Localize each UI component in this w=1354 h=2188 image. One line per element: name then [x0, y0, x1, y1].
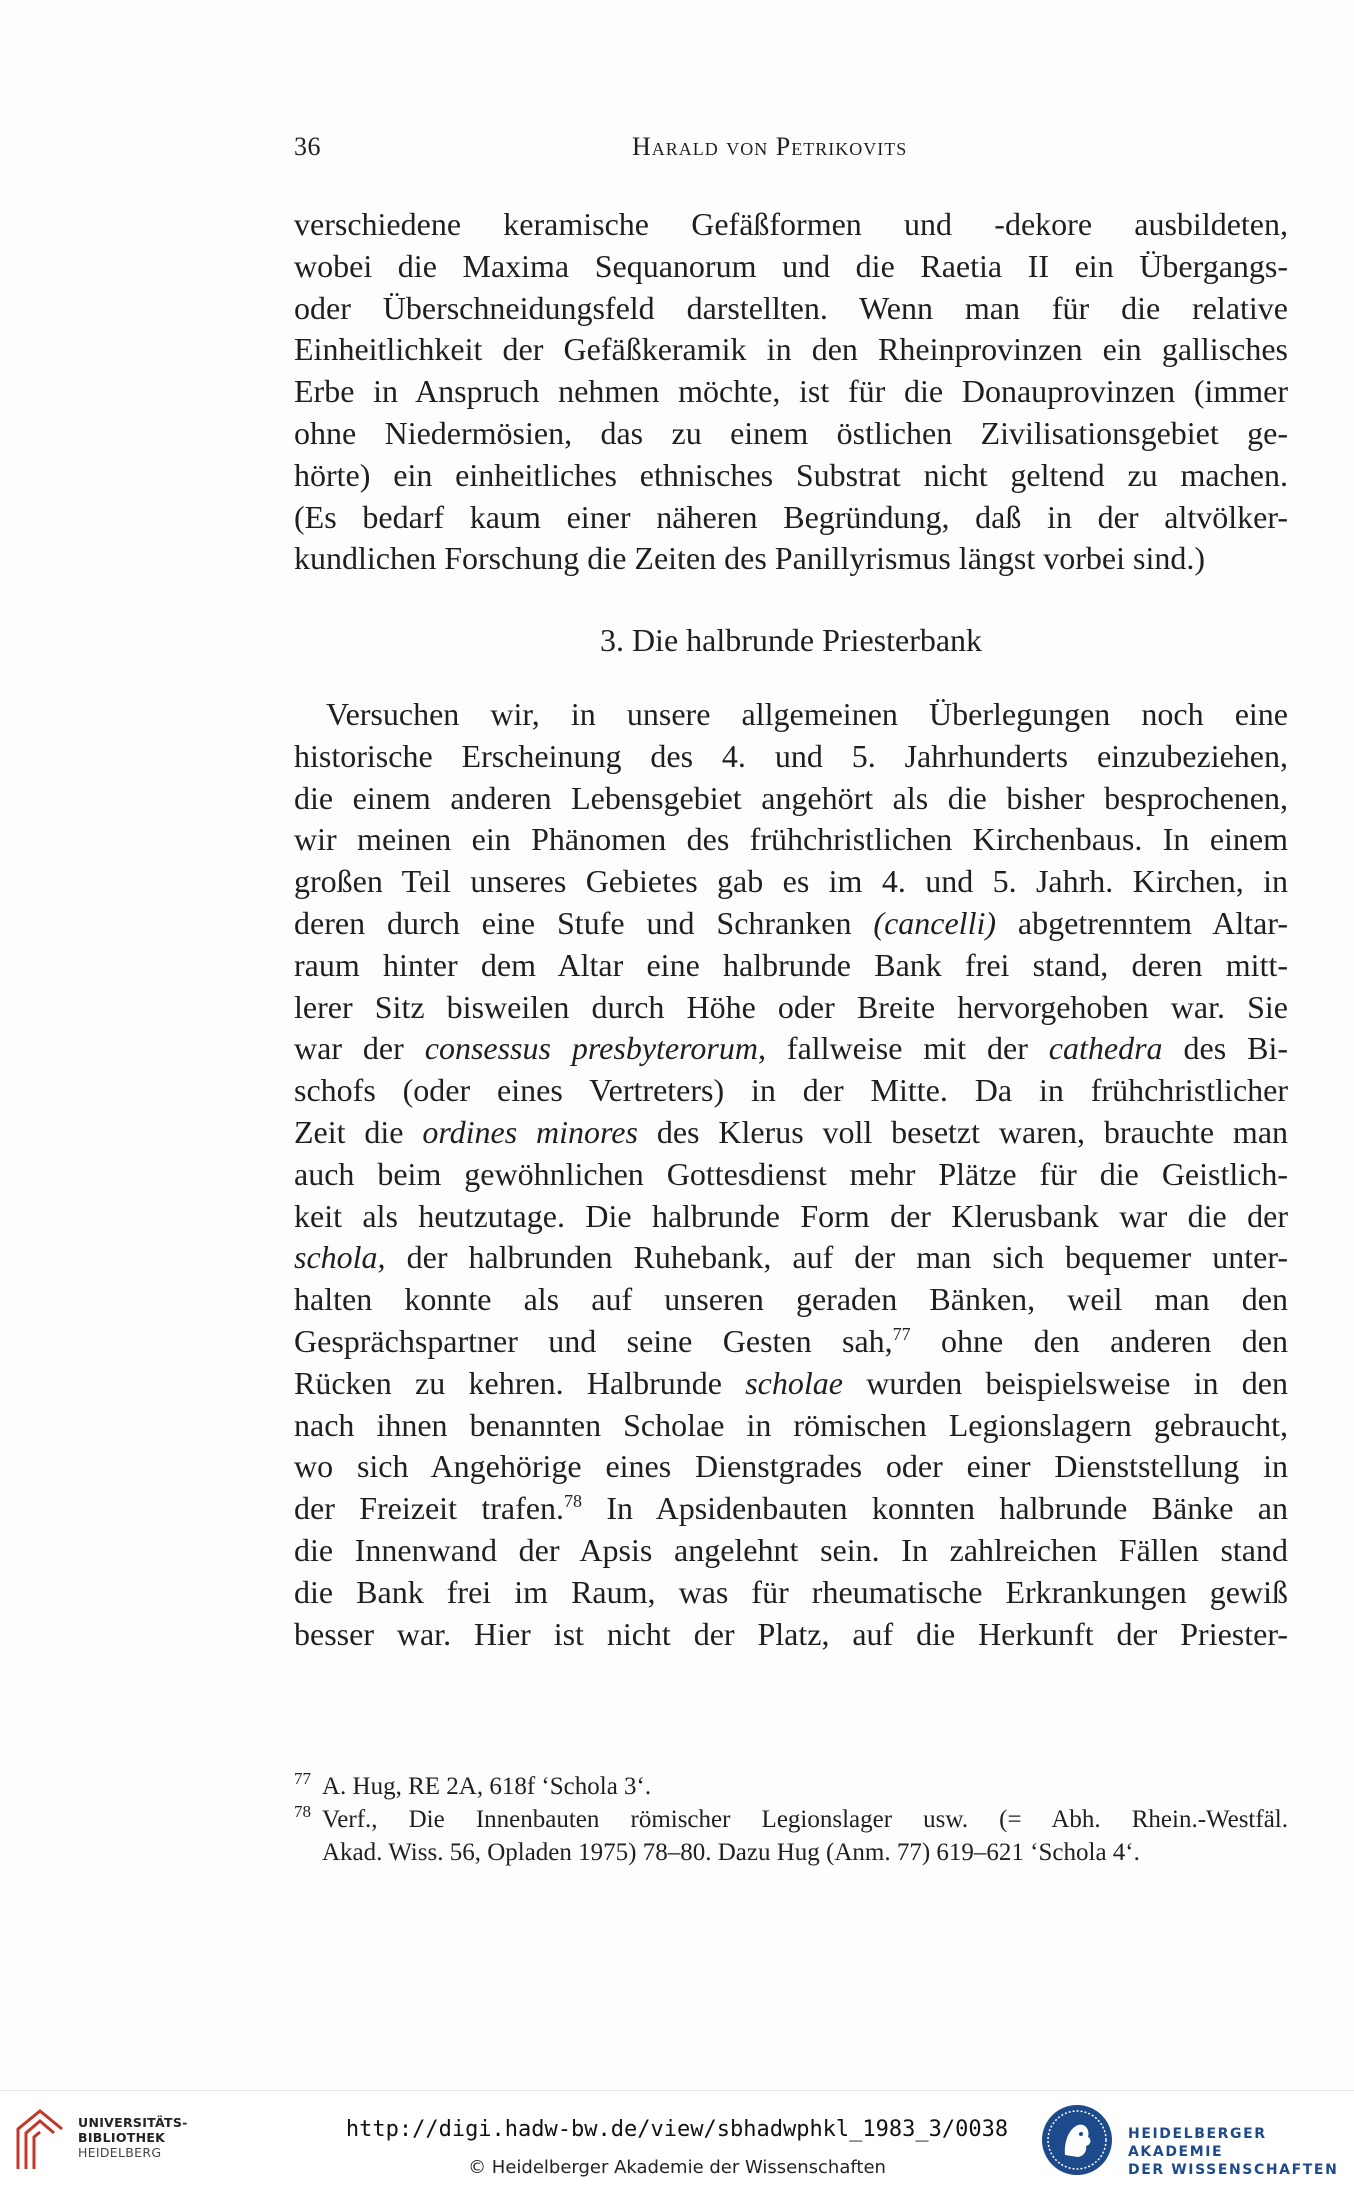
italic-term: cathedra	[1048, 1030, 1163, 1067]
ub-line: UNIVERSITÄTS-	[78, 2115, 188, 2130]
footnote-ref[interactable]: 78	[563, 1491, 582, 1512]
section-heading: 3. Die halbrunde Priesterbank	[599, 622, 983, 659]
text-run: war der	[294, 1030, 425, 1067]
text-run: fallweise mit der	[765, 1030, 1049, 1067]
academy-name	[1128, 2125, 1354, 2179]
text-run: In Apsidenbauten konnten halbrunde Bänke an	[581, 1490, 1289, 1527]
text-line: großen Teil unseres Gebietes gab es im 4. und 5. Jahrh. Kirchen, in	[294, 863, 1288, 900]
running-head-author: Harald von Petrikovits	[632, 132, 908, 161]
text-run: der Freizeit trafen.	[294, 1490, 564, 1527]
text-line: oder Überschneidungsfeld darstellten. Wenn man für die relative	[294, 289, 1288, 326]
italic-term: ordines minores	[422, 1113, 638, 1150]
text-line: keit als heutzutage. Die halbrunde Form der Klerusbank war die der	[294, 1197, 1288, 1234]
viewer-footer	[0, 2090, 1354, 2188]
paragraph-2	[294, 694, 1288, 1655]
page-number: 36	[294, 132, 321, 161]
text-line	[294, 1321, 1288, 1363]
academy-seal-logo-icon[interactable]	[1040, 2103, 1114, 2177]
text-run: des Bi-	[1162, 1030, 1288, 1067]
text-run: wurden beispielsweise in den	[842, 1364, 1289, 1401]
text-line	[294, 1237, 1288, 1279]
footnote-line: Akad. Wiss. 56, Opladen 1975) 78–80. Dazu Hug (Anm. 77) 619–621 ‘Schola 4‘.	[322, 1839, 1140, 1866]
text-line: die einem anderen Lebensgebiet angehört als die bisher besprochenen,	[294, 779, 1288, 816]
text-line	[294, 903, 1288, 945]
footnote	[294, 1770, 1288, 1803]
ub-line: HEIDELBERG	[78, 2145, 162, 2160]
text-line: halten konnte als auf unseren geraden Bänken, weil man den	[294, 1281, 1288, 1318]
text-line: wo sich Angehörige eines Dienstgrades oder einer Dienststellung in	[294, 1448, 1288, 1485]
footnote-number: 78	[294, 1802, 311, 1821]
permalink-url[interactable]: http://digi.hadw-bw.de/view/sbhadwphkl_1983_3/0038	[345, 2117, 1009, 2142]
text-line	[294, 1028, 1288, 1070]
text-line: verschiedene keramische Gefäßformen und -dekore ausbildeten,	[294, 206, 1288, 242]
text-line: lerer Sitz bisweilen durch Höhe oder Breite hervorgehoben war. Sie	[294, 988, 1288, 1025]
text-run: des Klerus voll besetzt waren, brauchte man	[637, 1113, 1289, 1150]
text-line: Versuchen wir, in unsere allgemeinen Überlegungen noch eine	[326, 695, 1288, 732]
copyright-notice: © Heidelberger Akademie der Wissenschaften	[468, 2157, 886, 2178]
text-line: wobei die Maxima Sequanorum und die Raetia II ein Übergangs-	[294, 247, 1288, 284]
footnote	[294, 1803, 1288, 1869]
text-line: die Bank frei im Raum, was für rheumatische Erkrankungen gewiß	[294, 1573, 1288, 1610]
footnote-line: A. Hug, RE 2A, 618f ‘Schola 3‘.	[322, 1773, 652, 1800]
italic-term: consessus presbyterorum,	[424, 1030, 766, 1067]
paragraph-1	[294, 204, 1288, 580]
footnotes	[294, 1770, 1288, 1869]
text-line: raum hinter dem Altar eine halbrunde Bank frei stand, deren mitt-	[294, 946, 1288, 983]
academy-line: DER WISSENSCHAFTEN	[1128, 2162, 1339, 2178]
text-run: Gesprächspartner und seine Gesten sah,	[294, 1322, 893, 1359]
text-line	[294, 1112, 1288, 1154]
text-line: besser war. Hier ist nicht der Platz, auf die Herkunft der Priester-	[294, 1615, 1288, 1652]
text-line: Erbe in Anspruch nehmen möchte, ist für die Donauprovinzen (immer	[294, 373, 1288, 410]
text-line: kundlichen Forschung die Zeiten des Panillyrismus längst vorbei sind.)	[294, 540, 1205, 577]
text-line: (Es bedarf kaum einer näheren Begründung, daß in der altvölker-	[294, 498, 1288, 535]
italic-term: scholae	[745, 1364, 843, 1401]
text-line: historische Erscheinung des 4. und 5. Jahrhunderts einzubeziehen,	[294, 737, 1288, 774]
text-line: hörte) ein einheitliches ethnisches Substrat nicht geltend zu machen.	[294, 456, 1288, 493]
text-run: der halbrunden Ruhebank, auf der man sich bequemer unter-	[385, 1239, 1288, 1276]
text-line: Einheitlichkeit der Gefäßkeramik in den Rheinprovinzen ein gallisches	[294, 331, 1288, 368]
text-run: ohne den anderen den	[910, 1322, 1288, 1359]
footnote-line: Verf., Die Innenbauten römischer Legionslager usw. (= Abh. Rhein.-Westfäl.	[322, 1806, 1288, 1833]
text-line	[294, 1488, 1288, 1530]
text-line: ohne Niedermösien, das zu einem östlichen Zivilisationsgebiet ge-	[294, 414, 1288, 451]
body-text	[294, 204, 1288, 1655]
footnote-ref[interactable]: 77	[892, 1323, 911, 1344]
text-line: die Innenwand der Apsis angelehnt sein. In zahlreichen Fällen stand	[294, 1531, 1288, 1568]
text-run: deren durch eine Stufe und Schranken	[294, 904, 874, 941]
text-line: auch beim gewöhnlichen Gottesdienst mehr Plätze für die Geistlich-	[294, 1155, 1288, 1192]
text-run: abgetrenntem Altar-	[996, 904, 1288, 941]
italic-term: schola,	[294, 1239, 386, 1276]
text-line: nach ihnen benannten Scholae in römischen Legionslagern gebraucht,	[294, 1406, 1288, 1443]
text-line	[294, 1363, 1288, 1405]
ub-line: BIBLIOTHEK	[78, 2130, 166, 2145]
text-line: schofs (oder eines Vertreters) in der Mitte. Da in frühchristlicher	[294, 1072, 1288, 1109]
text-line: wir meinen ein Phänomen des frühchristlichen Kirchenbaus. In einem	[294, 821, 1288, 858]
italic-term: (cancelli)	[873, 904, 996, 941]
text-run: Zeit die	[294, 1113, 423, 1150]
academy-line: HEIDELBERGER AKADEMIE	[1128, 2126, 1267, 2160]
text-run: Rücken zu kehren. Halbrunde	[294, 1364, 746, 1401]
footnote-number: 77	[294, 1769, 311, 1788]
